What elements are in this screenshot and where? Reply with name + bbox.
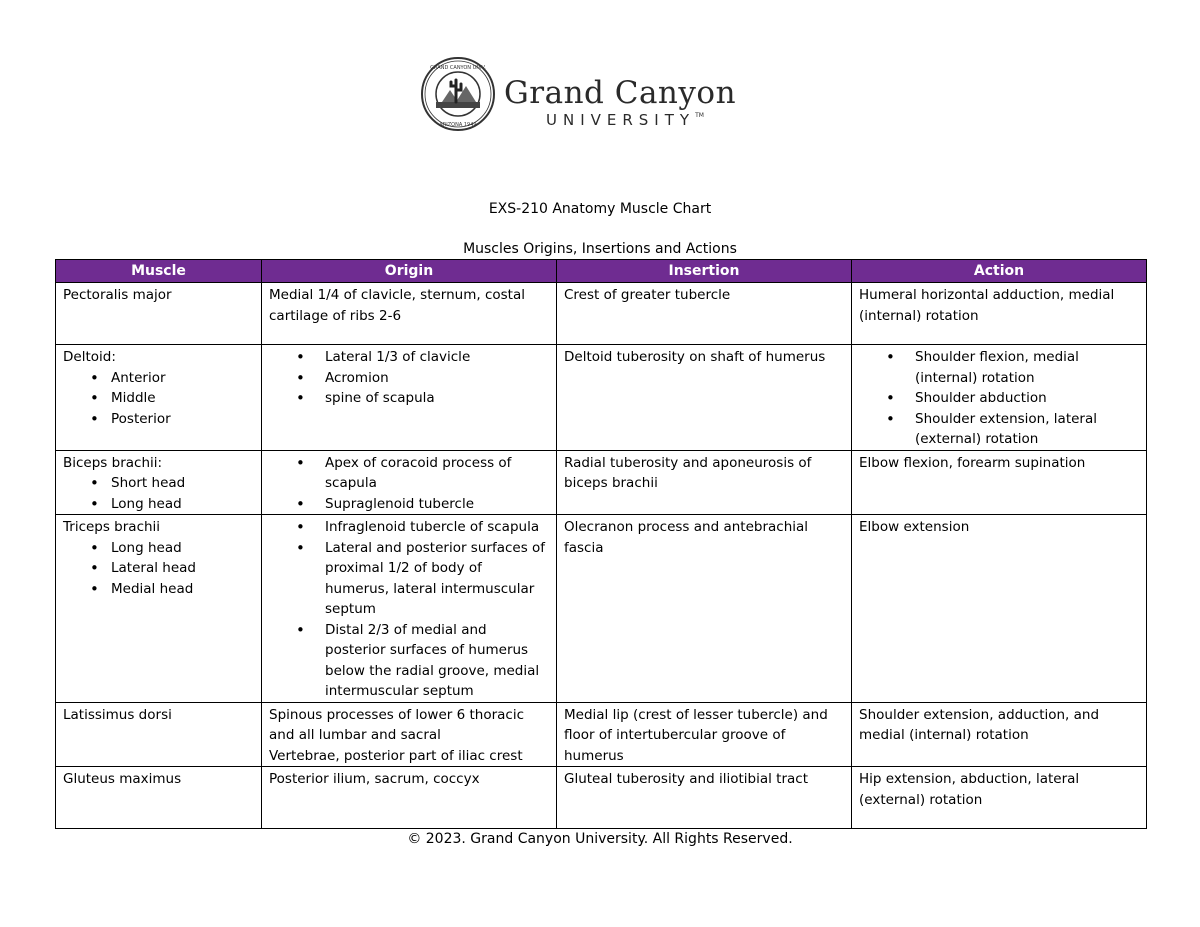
list-item: • Apex of coracoid process of scapula xyxy=(269,453,549,494)
table-row xyxy=(56,515,1147,703)
header-muscle: Muscle xyxy=(56,260,262,283)
muscle-parts-list xyxy=(63,473,254,514)
action-cell: Elbow flexion, forearm supination xyxy=(852,450,1147,515)
action-cell: Humeral horizontal adduction, medial (internal) rotation xyxy=(852,283,1147,345)
table-row xyxy=(56,283,1147,345)
action-cell: Hip extension, abduction, lateral (external) rotation xyxy=(852,767,1147,829)
origin-cell xyxy=(262,702,557,767)
insertion-cell: Medial lip (crest of lesser tubercle) and floor of intertubercular groove of humerus xyxy=(557,702,852,767)
insertion-cell: Olecranon process and antebrachial fascia xyxy=(557,515,852,703)
origin-cell xyxy=(262,450,557,515)
muscle-cell: Latissimus dorsi xyxy=(56,702,262,767)
insertion-cell: Deltoid tuberosity on shaft of humerus xyxy=(557,345,852,451)
header-action: Action xyxy=(852,260,1147,283)
list-item: • Short head xyxy=(63,473,254,494)
muscle-parts-list xyxy=(63,368,254,430)
list-item: • Distal 2/3 of medial and posterior surfaces of humerus below the radial groove, medial intermuscular septum xyxy=(269,620,549,702)
muscle-name: Deltoid: xyxy=(63,349,116,365)
list-item: • Lateral 1/3 of clavicle xyxy=(269,347,549,368)
origin-list xyxy=(269,453,549,515)
origin-list xyxy=(269,347,549,409)
action-cell xyxy=(852,345,1147,451)
list-item: • Posterior xyxy=(63,409,254,430)
svg-text:ARIZONA 1949: ARIZONA 1949 xyxy=(439,122,477,128)
list-item: • Long head xyxy=(63,494,254,515)
table-row xyxy=(56,702,1147,767)
muscle-cell xyxy=(56,450,262,515)
university-logo xyxy=(420,56,760,132)
muscle-cell: Pectoralis major xyxy=(56,283,262,345)
muscle-name: Triceps brachii xyxy=(63,519,161,535)
muscle-parts-list xyxy=(63,538,254,600)
action-cell: Shoulder extension, adduction, and medial (internal) rotation xyxy=(852,702,1147,767)
logo-name-line1: Grand Canyon xyxy=(504,75,737,111)
list-item: • Lateral head xyxy=(63,558,254,579)
muscle-cell xyxy=(56,345,262,451)
svg-text:GRAND CANYON UNIV.: GRAND CANYON UNIV. xyxy=(430,65,486,71)
list-item: • Shoulder extension, lateral (external) rotation xyxy=(859,409,1139,450)
list-item: • Lateral and posterior surfaces of proximal 1/2 of body of humerus, lateral intermuscular septum xyxy=(269,538,549,620)
origin-cell: Posterior ilium, sacrum, coccyx xyxy=(262,767,557,829)
action-cell: Elbow extension xyxy=(852,515,1147,703)
header-origin: Origin xyxy=(262,260,557,283)
copyright-footer: © 2023. Grand Canyon University. All Rights Reserved. xyxy=(407,831,793,847)
list-item: • Supraglenoid tubercle xyxy=(269,494,549,515)
table-row xyxy=(56,345,1147,451)
origin-cell xyxy=(262,515,557,703)
table-row xyxy=(56,767,1147,829)
muscle-cell: Gluteus maximus xyxy=(56,767,262,829)
list-item: • Shoulder abduction xyxy=(859,388,1139,409)
insertion-cell: Crest of greater tubercle xyxy=(557,283,852,345)
muscle-cell xyxy=(56,515,262,703)
origin-cell xyxy=(262,345,557,451)
insertion-cell: Gluteal tuberosity and iliotibial tract xyxy=(557,767,852,829)
list-item: • Medial head xyxy=(63,579,254,600)
muscle-chart-table xyxy=(55,259,1147,829)
list-item: • Acromion xyxy=(269,368,549,389)
list-item: • Long head xyxy=(63,538,254,559)
list-item: • Shoulder flexion, medial (internal) rotation xyxy=(859,347,1139,388)
origin-line: Vertebrae, posterior part of iliac crest xyxy=(269,747,523,764)
list-item: • Middle xyxy=(63,388,254,409)
table-row xyxy=(56,450,1147,515)
table-header-row xyxy=(56,260,1147,283)
list-item: • Anterior xyxy=(63,368,254,389)
header-insertion: Insertion xyxy=(557,260,852,283)
university-seal-icon xyxy=(420,56,496,132)
list-item: • spine of scapula xyxy=(269,388,549,409)
origin-cell: Medial 1/4 of clavicle, sternum, costal cartilage of ribs 2-6 xyxy=(262,283,557,345)
document-title: EXS-210 Anatomy Muscle Chart xyxy=(488,201,712,217)
origin-line: Spinous processes of lower 6 thoracic and all lumbar and sacral xyxy=(269,706,525,743)
insertion-cell: Radial tuberosity and aponeurosis of biceps brachii xyxy=(557,450,852,515)
logo-name-line2: UNIVERSITY™ xyxy=(546,111,704,129)
action-list xyxy=(859,347,1139,450)
muscle-name: Biceps brachii: xyxy=(63,454,163,471)
origin-list xyxy=(269,517,549,702)
document-subtitle: Muscles Origins, Insertions and Actions xyxy=(463,241,737,257)
list-item: • Infraglenoid tubercle of scapula xyxy=(269,517,549,538)
